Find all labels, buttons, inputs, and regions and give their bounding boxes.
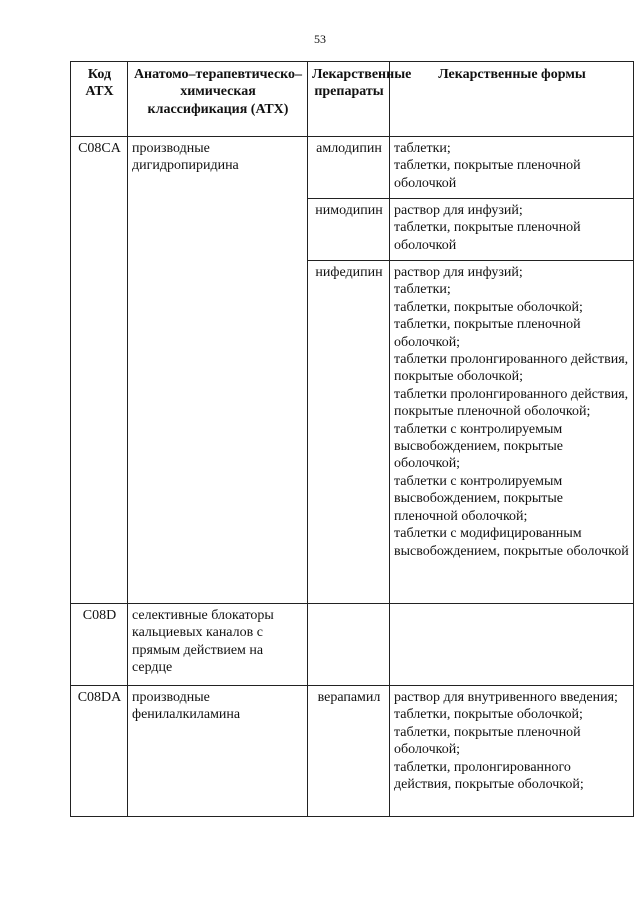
forms-cell: [390, 199, 634, 261]
atx-code-cell: C08DA: [71, 686, 128, 817]
dosage-form-item: таблетки с контролируемым высвобождением, покрытые пленочной оболочкой;: [394, 473, 564, 524]
dosage-form-item: раствор для инфузий;: [394, 265, 523, 280]
table-row: [71, 137, 634, 199]
header-drugs: Лекарственные препараты: [308, 62, 390, 137]
dosage-form-item: таблетки с контролируемым высвобождением, покрытые оболочкой;: [394, 421, 564, 472]
table-row: [71, 604, 634, 686]
drug-cell: нифедипин: [308, 261, 390, 604]
dosage-form-item: таблетки, покрытые пленочной оболочкой: [394, 158, 581, 191]
atx-code-cell: C08CA: [71, 137, 128, 604]
header-classification: Анатомо–терапевтическо–химическая классификация (АТХ): [128, 62, 308, 137]
dosage-form-item: таблетки;: [394, 141, 451, 156]
table-header-row: [71, 62, 634, 137]
classification-cell: производные фенилалкиламина: [128, 686, 308, 817]
dosage-form-item: таблетки, покрытые пленочной оболочкой;: [394, 317, 581, 350]
dosage-form-item: таблетки, покрытые пленочной оболочкой;: [394, 724, 581, 758]
drug-cell: [308, 604, 390, 686]
dosage-form-item: таблетки;: [394, 282, 451, 298]
forms-cell: [390, 686, 634, 817]
forms-cell: [390, 137, 634, 199]
dosage-form-item: таблетки, покрытые оболочкой;: [394, 299, 583, 315]
dosage-form-item: таблетки, пролонгированного действия, покрытые оболочкой;: [394, 759, 584, 793]
dosage-form-item: раствор для инфузий;: [394, 203, 523, 218]
dosage-form-item: таблетки пролонгированного действия, покрытые пленочной оболочкой;: [394, 386, 629, 420]
atx-drug-table: [70, 61, 634, 817]
header-forms: Лекарственные формы: [390, 62, 634, 137]
classification-cell: производные дигидропиридина: [128, 137, 308, 604]
dosage-form-item: таблетки, покрытые пленочной оболочкой: [394, 220, 581, 253]
forms-cell: [390, 604, 634, 686]
atx-code-cell: C08D: [71, 604, 128, 686]
drug-cell: амлодипин: [308, 137, 390, 199]
dosage-form-item: таблетки с модифицированным высвобождением, покрытые оболочкой: [394, 526, 629, 559]
drug-cell: нимодипин: [308, 199, 390, 261]
table-row: [71, 686, 634, 817]
drug-cell: верапамил: [308, 686, 390, 817]
forms-cell: [390, 261, 634, 604]
dosage-form-item: таблетки, покрытые оболочкой;: [394, 707, 583, 723]
dosage-form-item: таблетки пролонгированного действия, покрытые оболочкой;: [394, 352, 629, 385]
header-code: Код АТХ: [71, 62, 128, 137]
dosage-form-item: раствор для внутривенного введения;: [394, 690, 618, 705]
classification-cell: селективные блокаторы кальциевых каналов с прямым действием на сердце: [128, 604, 308, 686]
page-number: 53: [314, 32, 326, 46]
